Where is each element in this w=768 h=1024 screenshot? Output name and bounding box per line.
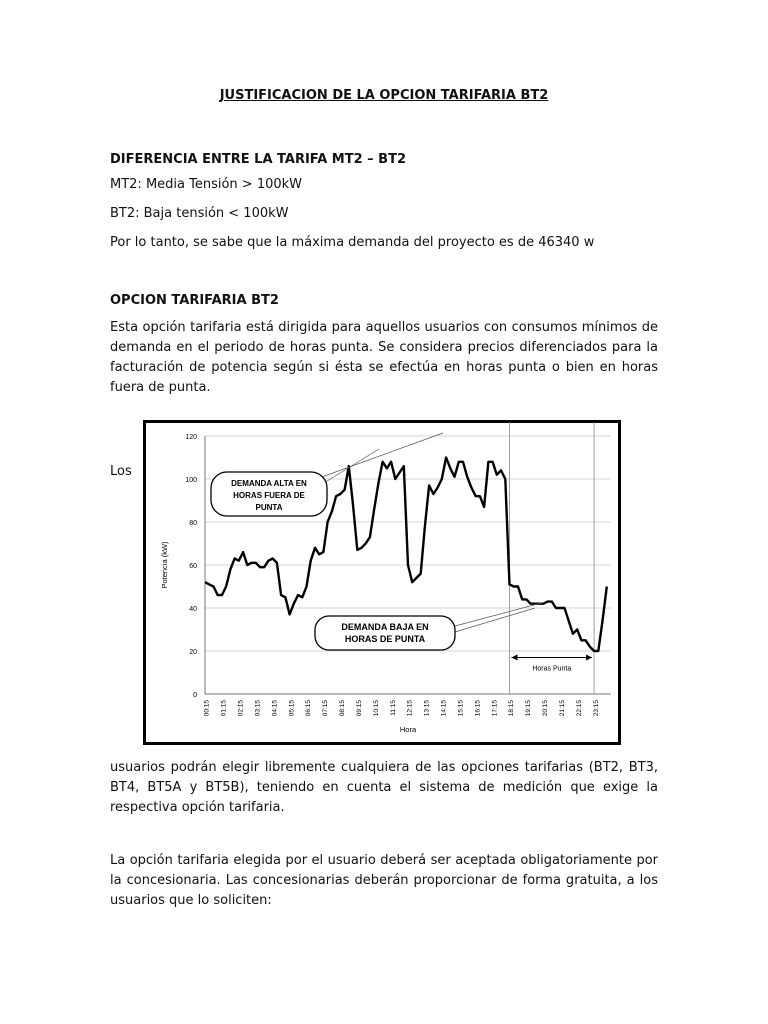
y-tick-label: 80	[189, 520, 197, 527]
x-tick-label: 20:15	[542, 700, 550, 717]
horas-punta-label: Horas Punta	[532, 665, 572, 673]
demand-chart-figure	[143, 420, 621, 745]
x-tick-label: 21:15	[558, 700, 566, 717]
max-demand-line: Por lo tanto, se sabe que la máxima demanda del proyecto es de 46340 w	[110, 235, 595, 250]
x-tick-label: 00:15	[203, 700, 211, 717]
x-tick-label: 18:15	[508, 700, 516, 717]
y-tick-label: 60	[189, 563, 197, 570]
y-tick-label: 100	[185, 477, 197, 484]
callout-alta-text: HORAS FUERA DE	[233, 491, 305, 500]
x-tick-label: 12:15	[406, 700, 414, 717]
callout-baja-text: DEMANDA BAJA EN	[341, 622, 429, 632]
bt2-line: BT2: Baja tensión < 100kW	[110, 206, 289, 221]
y-tick-label: 0	[193, 692, 197, 699]
x-tick-label: 04:15	[271, 700, 279, 717]
x-tick-label: 16:15	[474, 700, 482, 717]
opcion-paragraph: Esta opción tarifaria está dirigida para aquellos usuarios con consumos mínimos de demanda en el periodo de horas punta. Se considera precios diferenciados para la facturación de potencia según si ésta se efectúa en horas punta o bien en horas fuera de punta.	[110, 320, 658, 395]
x-axis-title: Hora	[399, 725, 417, 734]
x-tick-label: 14:15	[440, 700, 448, 717]
y-tick-label: 20	[189, 649, 197, 656]
x-tick-label: 11:15	[389, 700, 397, 716]
final-paragraph: La opción tarifaria elegida por el usuario deberá ser aceptada obligatoriamente por la concesionaria. Las concesionarias deberán proporcionar de forma gratuita, a los usuarios que lo soliciten:	[110, 853, 658, 908]
mt2-line: MT2: Media Tensión > 100kW	[110, 177, 303, 192]
x-tick-label: 22:15	[575, 700, 583, 717]
x-tick-label: 17:15	[491, 700, 499, 717]
demand-chart	[143, 420, 621, 745]
y-tick-label: 120	[185, 434, 197, 441]
document-title: JUSTIFICACION DE LA OPCION TARIFARIA BT2	[219, 88, 549, 103]
x-tick-label: 09:15	[355, 700, 363, 717]
callout-alta-text: PUNTA	[255, 503, 283, 512]
x-tick-label: 03:15	[254, 700, 262, 717]
section-heading-diferencia: DIFERENCIA ENTRE LA TARIFA MT2 – BT2	[110, 152, 407, 167]
callout-baja-text: HORAS DE PUNTA	[344, 634, 426, 644]
x-tick-label: 06:15	[305, 700, 313, 717]
x-tick-label: 01:15	[220, 700, 228, 717]
x-tick-label: 10:15	[372, 700, 380, 717]
los-text: Los	[110, 464, 132, 479]
x-tick-label: 07:15	[322, 700, 330, 717]
x-tick-label: 13:15	[423, 700, 431, 717]
x-tick-label: 08:15	[339, 700, 347, 717]
x-tick-label: 02:15	[237, 700, 245, 717]
x-tick-label: 15:15	[457, 700, 465, 717]
y-tick-label: 40	[189, 606, 197, 613]
x-tick-label: 05:15	[288, 700, 296, 717]
y-axis-title: Potencia (kW)	[160, 541, 169, 589]
callout-alta-text: DEMANDA ALTA EN	[231, 479, 307, 488]
section-heading-opcion: OPCION TARIFARIA BT2	[110, 293, 279, 308]
usuarios-paragraph: usuarios podrán elegir libremente cualquiera de las opciones tarifarias (BT2, BT3, BT4, BT5A y BT5B), teniendo en cuenta el sistema de medición que exige la respectiva opción tarifaria.	[110, 760, 658, 815]
x-tick-label: 23:15	[592, 700, 600, 717]
x-tick-label: 19:15	[525, 700, 533, 717]
